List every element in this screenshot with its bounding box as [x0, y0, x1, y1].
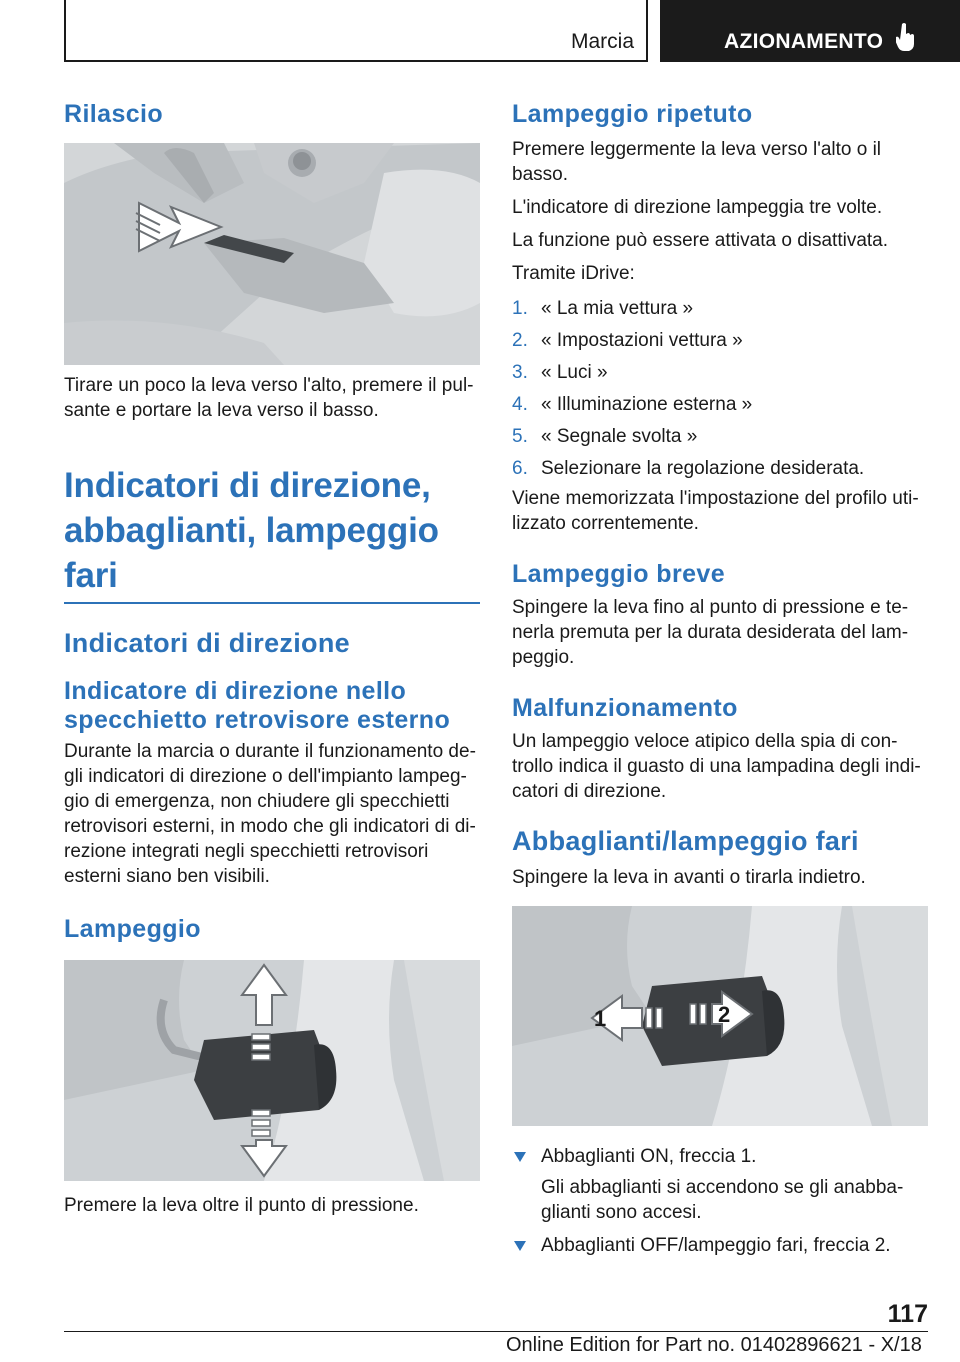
ripetuto-text-3: La funzione può essere attivata o disattivata. — [512, 230, 889, 251]
lever-up-down-illustration — [64, 960, 480, 1181]
ripetuto-heading: Lampeggio ripetuto — [512, 100, 753, 128]
chapter-label: AZIONAMENTO — [724, 30, 884, 53]
rilascio-text: Tirare un poco la leva verso l'alto, premere il pul-sante e portare la leva verso il basso. — [64, 375, 474, 421]
malfunction-text: Un lampeggio veloce atipico della spia di con-trollo indica il guasto di una lampadina degli indi-catori di direzione. — [512, 731, 921, 802]
edition-text: Online Edition for Part no. 01402896621 - X/18 — [506, 1334, 922, 1356]
high-beam-text: Spingere la leva in avanti o tirarla indietro. — [512, 867, 866, 888]
right-column — [512, 100, 928, 1258]
mirror-heading-line-2: specchietto retrovisore esterno — [64, 706, 451, 734]
list-item: Abbaglianti OFF/lampeggio fari, freccia 2. — [512, 1233, 928, 1258]
lampeggio-text: Premere la leva oltre il punto di pressione. — [64, 1195, 419, 1216]
mirror-heading-line-1: Indicatore di direzione nello — [64, 677, 407, 705]
ripetuto-text-2: L'indicatore di direzione lampeggia tre volte. — [512, 197, 883, 218]
main-title-line-1: Indicatori di direzione, — [64, 466, 431, 505]
list-item: Abbaglianti ON, freccia 1. Gli abbaglianti si accendono se gli anabba-glianti sono accesi. — [512, 1144, 928, 1225]
idrive-steps-list — [512, 296, 928, 481]
title-rule — [64, 602, 480, 604]
breve-text: Spingere la leva fino al punto di pressione e te-nerla premuta per la durata desiderata del lam-peggio. — [512, 597, 909, 668]
ripetuto-text-4: Tramite iDrive: — [512, 263, 635, 284]
high-beam-bullets — [512, 1144, 928, 1258]
list-item: 2. « Impostazioni vettura » — [512, 330, 743, 351]
rilascio-heading: Rilascio — [64, 100, 164, 128]
ripetuto-text-1: Premere leggermente la leva verso l'alto o il basso. — [512, 139, 882, 185]
hand-pointer-icon — [896, 22, 916, 52]
left-column — [64, 100, 480, 1218]
list-item: 6. Selezionare la regolazione desiderata. — [512, 458, 865, 479]
triangle-bullet-icon — [514, 1152, 526, 1162]
figure-label-1: 1 — [594, 1006, 607, 1031]
section-label: Marcia — [570, 30, 634, 53]
lampeggio-heading: Lampeggio — [64, 915, 201, 943]
breve-heading: Lampeggio breve — [512, 560, 725, 588]
list-item: 4. « Illuminazione esterna » — [512, 394, 753, 415]
list-item: 3. « Luci » — [512, 362, 608, 383]
main-title-line-2: abbaglianti, lampeggio fari — [64, 511, 439, 595]
handbrake-illustration — [64, 143, 480, 365]
main-title-block — [64, 463, 480, 604]
list-item: 5. « Segnale svolta » — [512, 426, 698, 447]
mirror-indicator-heading — [64, 677, 480, 735]
chapter-tab — [660, 0, 960, 62]
ripetuto-text-5: Viene memorizzata l'impostazione del profilo uti-lizzato correntemente. — [512, 488, 919, 534]
list-item: 1. « La mia vettura » — [512, 298, 694, 319]
page-header — [0, 0, 960, 66]
malfunction-heading: Malfunzionamento — [512, 694, 738, 722]
high-beam-heading: Abbaglianti/lampeggio fari — [512, 826, 859, 856]
mirror-text: Durante la marcia o durante il funzionamento de-gli indicatori di direzione o dell'impianto lampeg-gio di emergenza, non chiudere gli specchietti retrovisori esterni, in modo che gli indicatori di di-rezione integrati negli specchietti retrovisori esterni siano ben visibili. — [64, 741, 476, 887]
section-tab — [64, 0, 648, 62]
page-number: 117 — [887, 1300, 928, 1328]
figure-label-2: 2 — [718, 1002, 731, 1027]
direction-indicators-heading: Indicatori di direzione — [64, 628, 350, 658]
lever-forward-back-illustration — [512, 906, 928, 1126]
footer-rule — [64, 1331, 928, 1332]
triangle-bullet-icon — [514, 1241, 526, 1251]
